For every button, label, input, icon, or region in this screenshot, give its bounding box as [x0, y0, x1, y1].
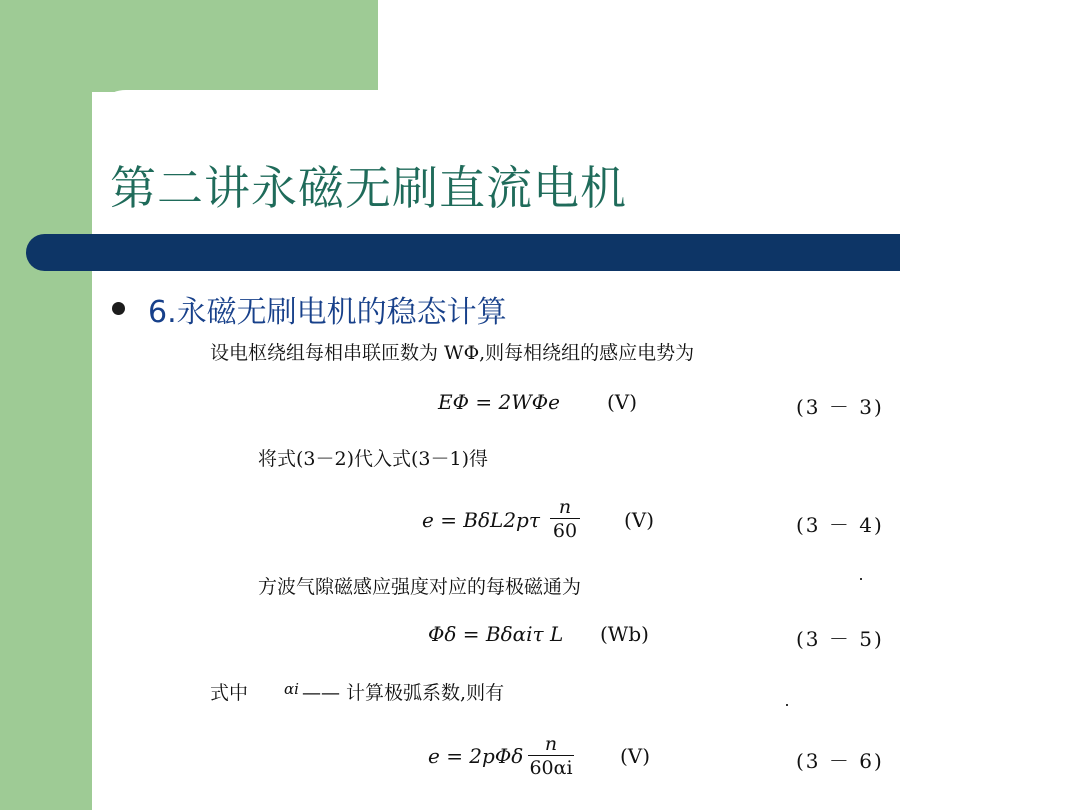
equation-3-3-number: (3 － 3): [796, 395, 884, 419]
equation-3-4-number: (3 － 4): [796, 513, 884, 537]
scan-speck: [860, 578, 862, 580]
equation-3-6-fraction: [528, 733, 574, 780]
green-top-block: [0, 0, 378, 92]
equation-3-5: Φδ = Bδαiτ L: [428, 622, 564, 646]
scan-speck: [786, 704, 788, 706]
fraction-denominator: 60αi: [529, 757, 573, 779]
slide-title: 第二讲永磁无刷直流电机: [110, 161, 627, 215]
body-line-2: 将式(3－2)代入式(3－1)得: [258, 448, 489, 470]
green-left-bar: [0, 0, 92, 810]
fraction-numerator: n: [528, 733, 574, 756]
equation-3-4: e = BδL2pτ: [422, 508, 540, 532]
body-line-4-symbol: αi: [284, 680, 299, 698]
equation-3-6: e = 2pΦδ: [428, 744, 524, 768]
bullet-text: 6.永磁无刷电机的稳态计算: [148, 295, 507, 330]
fraction-numerator: n: [550, 496, 580, 519]
equation-3-4-fraction: [550, 496, 580, 543]
equation-3-6-number: (3 － 6): [796, 749, 884, 773]
equation-3-5-unit: (Wb): [600, 622, 649, 646]
equation-3-4-unit: (V): [624, 508, 655, 532]
body-line-4-prefix: 式中: [210, 682, 249, 704]
equation-3-3-unit: (V): [607, 390, 638, 414]
equation-3-5-number: (3 － 5): [796, 627, 884, 651]
equation-3-3: EΦ = 2WΦe: [438, 390, 560, 414]
fraction-denominator: 60: [552, 520, 578, 542]
bullet-icon: [112, 302, 125, 315]
body-line-1: 设电枢绕组每相串联匝数为 WΦ,则每相绕组的感应电势为: [210, 342, 695, 364]
body-line-4-rest: —— 计算极弧系数,则有: [302, 682, 505, 704]
body-line-3: 方波气隙磁感应强度对应的每极磁通为: [258, 576, 582, 598]
title-underline-band: [26, 234, 900, 271]
equation-3-6-unit: (V): [620, 744, 651, 768]
